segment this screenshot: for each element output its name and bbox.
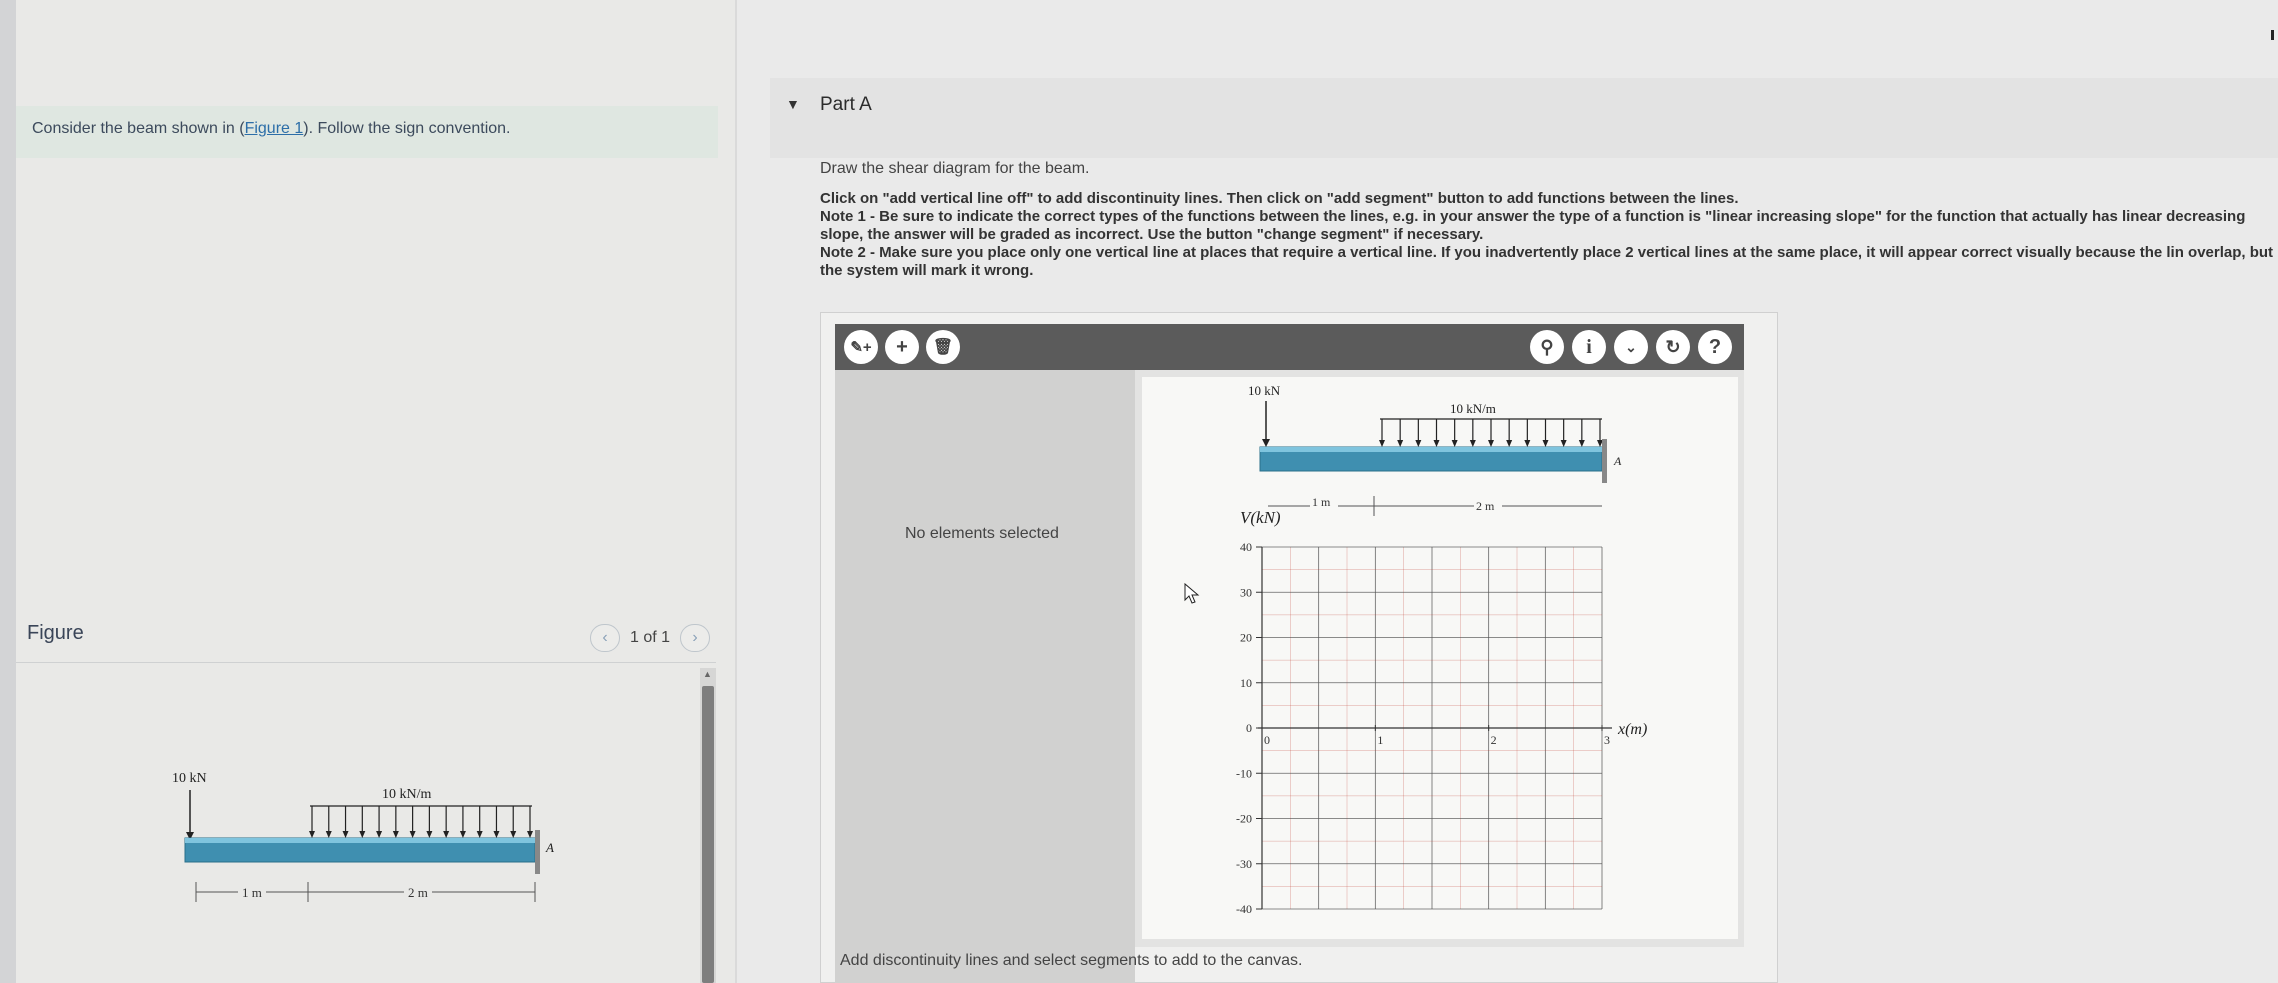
problem-text-before: Consider the beam shown in ( xyxy=(32,120,245,137)
y-tick-label: 40 xyxy=(1240,540,1252,554)
diagram-dist-load-label: 10 kN/m xyxy=(1450,401,1496,416)
tool-right-buttons xyxy=(1530,330,1732,364)
question-instructions: Click on "add vertical line off" to add discontinuity lines. Then click on "add segment" button to add functions between the lines. Note 1 - Be sure to indicate the correct types of the functions between the lines, e.g. in your answer the type of a function is "linear increasing slope" for the function that actually has linear decreasing slope, the answer will be graded as incorrect. Use the button "change segment" if necessary. Note 2 - Make sure you place only one vertical line at places that require a vertical line. If you inadvertently place 2 vertical lines at the same place, it will appear correct visually because the lin overlap, but the system will mark it wrong. xyxy=(820,190,2274,279)
trash-icon[interactable]: 🗑 xyxy=(926,330,960,364)
add-vertical-line-icon[interactable]: ✎+ xyxy=(844,330,878,364)
problem-text-after: ). Follow the sign convention. xyxy=(303,120,511,137)
figure-dim-1-label: 1 m xyxy=(242,885,262,900)
part-header[interactable] xyxy=(770,78,2278,158)
problem-statement xyxy=(16,106,718,158)
diagram-support-label: A xyxy=(1614,454,1622,468)
diagram-dim-1-label: 1 m xyxy=(1312,495,1331,509)
reset-icon[interactable]: ↻ xyxy=(1656,330,1690,364)
figure-divider xyxy=(16,662,716,663)
y-tick-label: 30 xyxy=(1240,585,1252,600)
x-tick-label: 0 xyxy=(1264,733,1270,747)
properties-panel xyxy=(835,370,1135,983)
scroll-up-icon[interactable]: ▲ xyxy=(703,669,712,679)
y-tick-label: 20 xyxy=(1240,630,1252,645)
tool-left-buttons xyxy=(844,330,960,364)
add-segment-icon[interactable]: + xyxy=(885,330,919,364)
no-selection-text: No elements selected xyxy=(905,525,1059,542)
y-tick-label: 10 xyxy=(1240,675,1252,690)
hint-icon[interactable]: ⚲ xyxy=(1530,330,1564,364)
y-tick-label: -10 xyxy=(1236,766,1252,781)
y-tick-label: -30 xyxy=(1236,856,1252,871)
collapse-caret-icon[interactable]: ▼ xyxy=(786,96,800,112)
diagram-dim-2-label: 2 m xyxy=(1476,499,1495,513)
figure-scroll-thumb[interactable] xyxy=(702,686,714,983)
figure-support-label: A xyxy=(546,840,554,855)
figure-point-load-label: 10 kN xyxy=(172,771,207,786)
left-edge xyxy=(0,0,16,983)
x-axis-label: x(m) xyxy=(1618,721,1648,738)
y-axis-label: V(kN) xyxy=(1240,508,1281,527)
x-tick-label: 1 xyxy=(1377,733,1384,747)
y-tick-label: -40 xyxy=(1236,902,1252,916)
figure-dim-2-label: 2 m xyxy=(408,885,428,900)
edge-mark xyxy=(2271,30,2274,40)
diagram-point-load-label: 10 kN xyxy=(1248,383,1281,398)
dropdown-icon[interactable]: ⌄ xyxy=(1614,330,1648,364)
y-tick-label: -20 xyxy=(1236,811,1252,826)
part-title: Part A xyxy=(820,94,872,115)
chevron-right-icon[interactable]: › xyxy=(680,624,710,652)
figure-pager xyxy=(590,624,710,652)
x-tick-label: 3 xyxy=(1604,733,1610,747)
figure-dist-load-label: 10 kN/m xyxy=(382,787,432,802)
help-icon[interactable]: ? xyxy=(1698,330,1732,364)
figure-beam-drawing xyxy=(150,760,570,910)
figure-label: Figure xyxy=(27,622,84,644)
info-icon[interactable]: i xyxy=(1572,330,1606,364)
y-tick-label: 0 xyxy=(1246,721,1252,735)
status-message: Add discontinuity lines and select segments to add to the canvas. xyxy=(840,952,1303,969)
chevron-left-icon[interactable]: ‹ xyxy=(590,624,620,652)
figure-pager-label: 1 of 1 xyxy=(630,629,671,646)
figure-link[interactable]: Figure 1 xyxy=(244,120,304,137)
x-tick-label: 2 xyxy=(1490,733,1497,747)
question-intro: Draw the shear diagram for the beam. xyxy=(820,160,1090,177)
shear-diagram-canvas xyxy=(1142,377,1738,939)
